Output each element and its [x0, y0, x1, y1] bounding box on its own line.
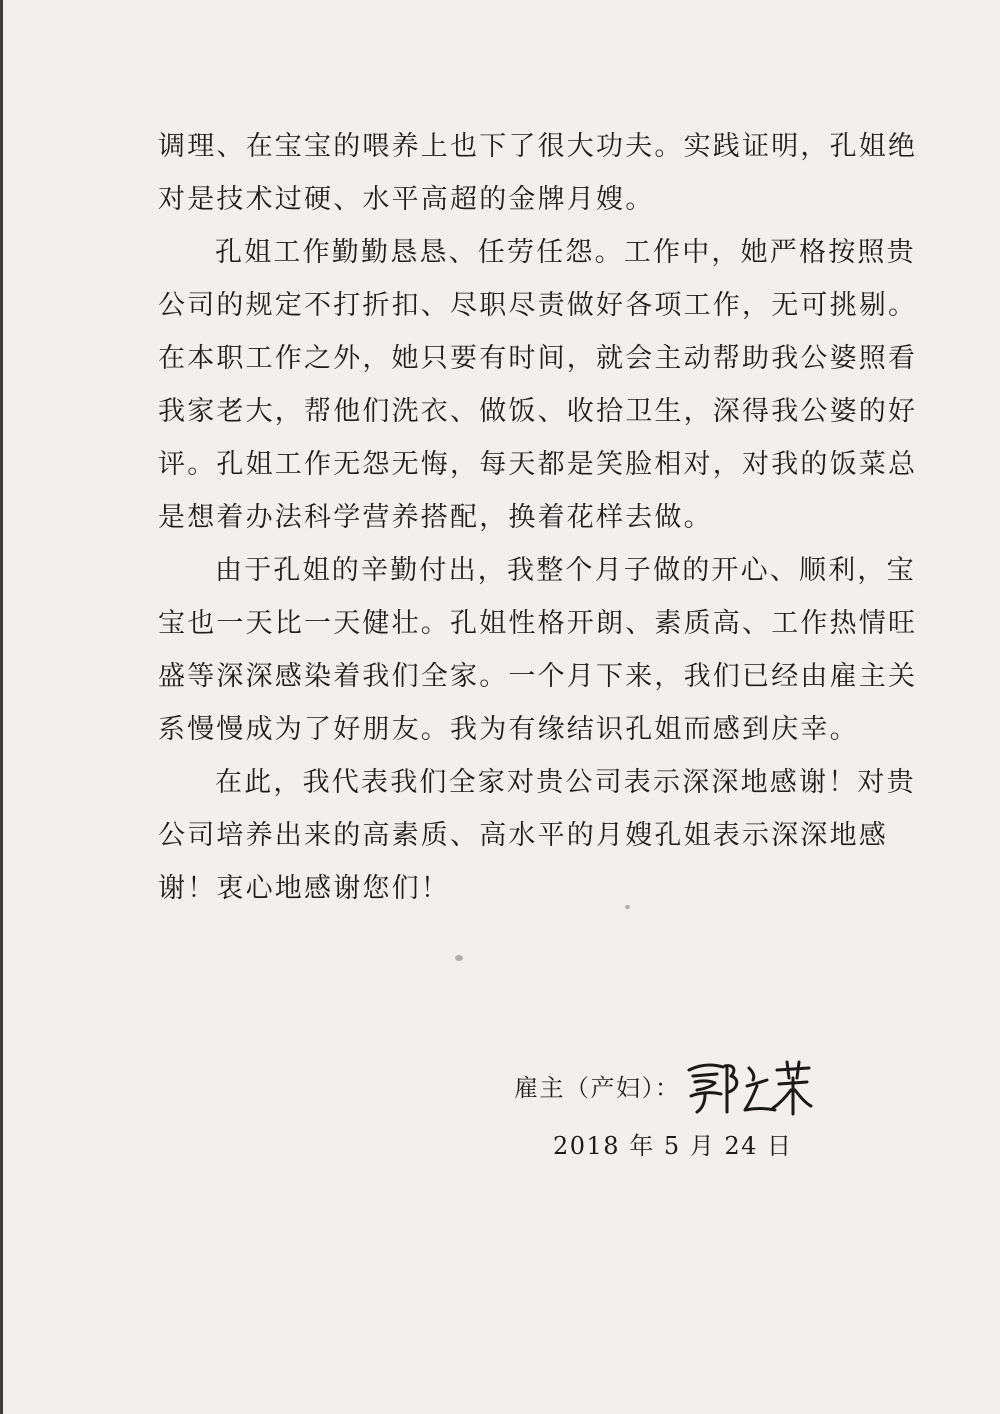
paragraph-1 [158, 120, 918, 226]
text-line: 宝也一天比一天健壮。孔姐性格开朗、素质高、工作热情旺 [158, 608, 918, 639]
text-line: 调理、在宝宝的喂养上也下了很大功夫。实践证明，孔姐绝 [158, 131, 918, 162]
text-line: 我家老大，帮他们洗衣、做饭、收拾卫生，深得我公婆的好 [158, 396, 918, 427]
paragraph-4 [158, 756, 916, 915]
text-line: 是想着办法科学营养搭配，换着花样去做。 [158, 502, 713, 533]
letter-date: 2018 年 5 月 24 日 [553, 1132, 793, 1160]
text-line: 公司的规定不打折扣、尽职尽责做好各项工作，无可挑剔。 [158, 290, 918, 321]
text-line: 谢！衷心地感谢您们！ [158, 873, 450, 904]
text-line: 由于孔姐的辛勤付出，我整个月子做的开心、顺利，宝 [215, 555, 916, 586]
handwritten-signature [683, 1056, 813, 1118]
text-line: 对是技术过硬、水平高超的金牌月嫂。 [158, 184, 655, 215]
text-line: 公司培养出来的高素质、高水平的月嫂孔姐表示深深地感 [158, 820, 888, 851]
text-line: 盛等深深感染着我们全家。一个月下来，我们已经由雇主关 [158, 661, 918, 692]
paragraph-3 [158, 544, 918, 756]
text-line: 在此，我代表我们全家对贵公司表示深深地感谢！对贵 [215, 767, 916, 798]
text-line: 评。孔姐工作无怨无悔，每天都是笑脸相对，对我的饭菜总 [158, 449, 918, 480]
text-line: 系慢慢成为了好朋友。我为有缘结识孔姐而感到庆幸。 [158, 714, 859, 745]
letter-body [158, 120, 918, 915]
text-line: 在本职工作之外，她只要有时间，就会主动帮助我公婆照看 [158, 343, 918, 374]
ink-smudge [625, 905, 630, 909]
text-line: 孔姐工作勤勤恳恳、任劳任怨。工作中，她严格按照贵 [215, 237, 916, 268]
page-edge-shadow [0, 0, 3, 1414]
paragraph-2 [158, 226, 918, 544]
ink-smudge [455, 955, 463, 961]
signature-label: 雇主（产妇）： [514, 1074, 681, 1102]
